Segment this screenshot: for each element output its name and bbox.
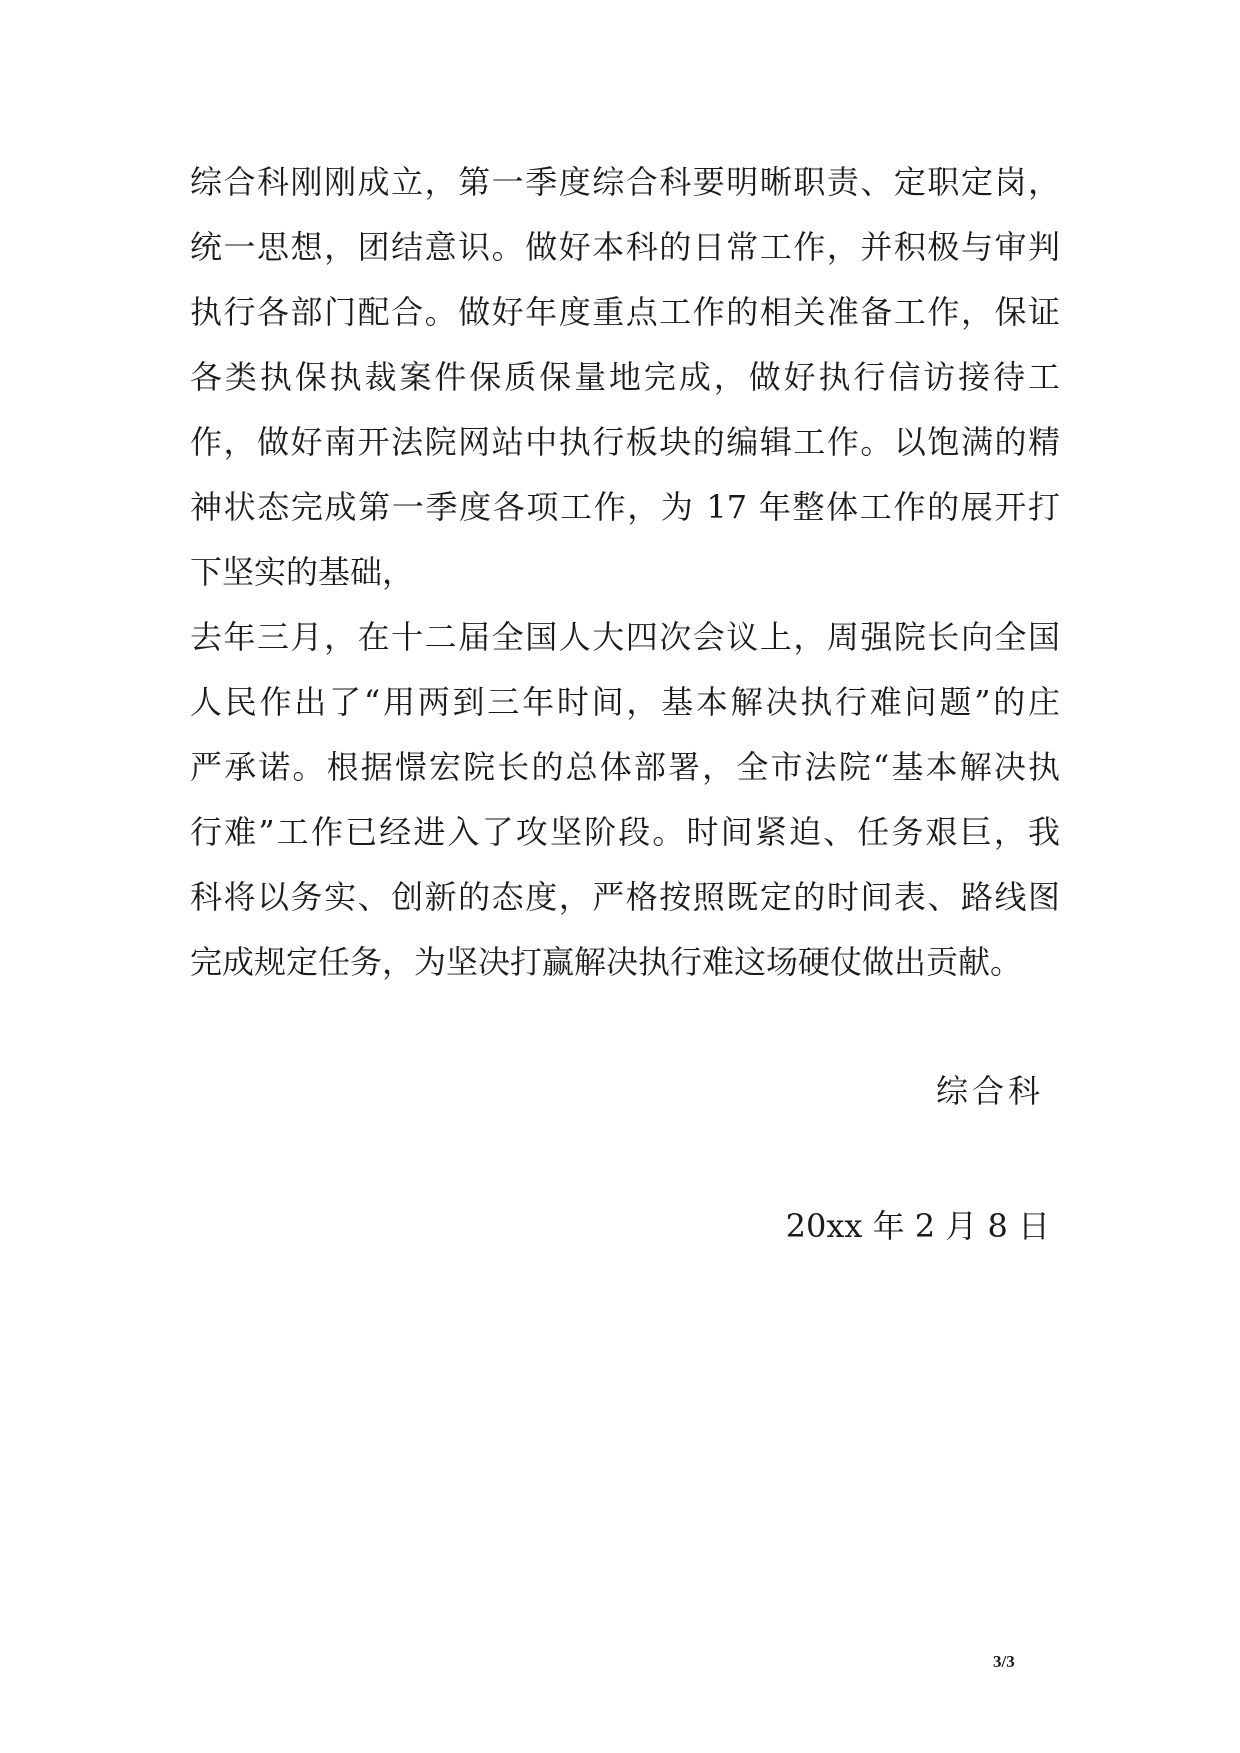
- text-line: 作，做好南开法院网站中执行板块的编辑工作。以饱满的精: [190, 423, 1060, 461]
- text-line: 科将以务实、创新的态度，严格按照既定的时间表、路线图: [190, 878, 1060, 916]
- document-date: 20xx 年 2 月 8 日: [785, 1207, 1050, 1245]
- page-number: 3/3: [993, 1652, 1015, 1671]
- text-line: 人民作出了“用两到三年时间，基本解决执行难问题”的庄: [190, 683, 1060, 721]
- text-line: 完成规定任务，为坚决打赢解决执行难这场硬仗做出贡献。: [190, 943, 1023, 981]
- text-line: 行难”工作已经进入了攻坚阶段。时间紧迫、任务艰巨，我: [190, 813, 1060, 851]
- signature: 综合科: [935, 1072, 1044, 1110]
- text-line: 下坚实的基础，: [190, 553, 415, 591]
- body-text: [190, 150, 1060, 995]
- text-line: 神状态完成第一季度各项工作，为 17 年整体工作的展开打: [190, 488, 1060, 526]
- paragraph-1: [190, 150, 1060, 605]
- text-line: 执行各部门配合。做好年度重点工作的相关准备工作，保证: [190, 293, 1060, 331]
- text-line: 各类执保执裁案件保质保量地完成，做好执行信访接待工: [190, 358, 1060, 396]
- paragraph-2: [190, 605, 1060, 995]
- text-line: 去年三月，在十二届全国人大四次会议上，周强院长向全国: [190, 618, 1060, 656]
- text-line: 综合科刚刚成立，第一季度综合科要明晰职责、定职定岗，: [190, 163, 1060, 201]
- text-line: 统一思想，团结意识。做好本科的日常工作，并积极与审判: [190, 228, 1060, 266]
- text-line: 严承诺。根据憬宏院长的总体部署，全市法院“基本解决执: [190, 748, 1060, 786]
